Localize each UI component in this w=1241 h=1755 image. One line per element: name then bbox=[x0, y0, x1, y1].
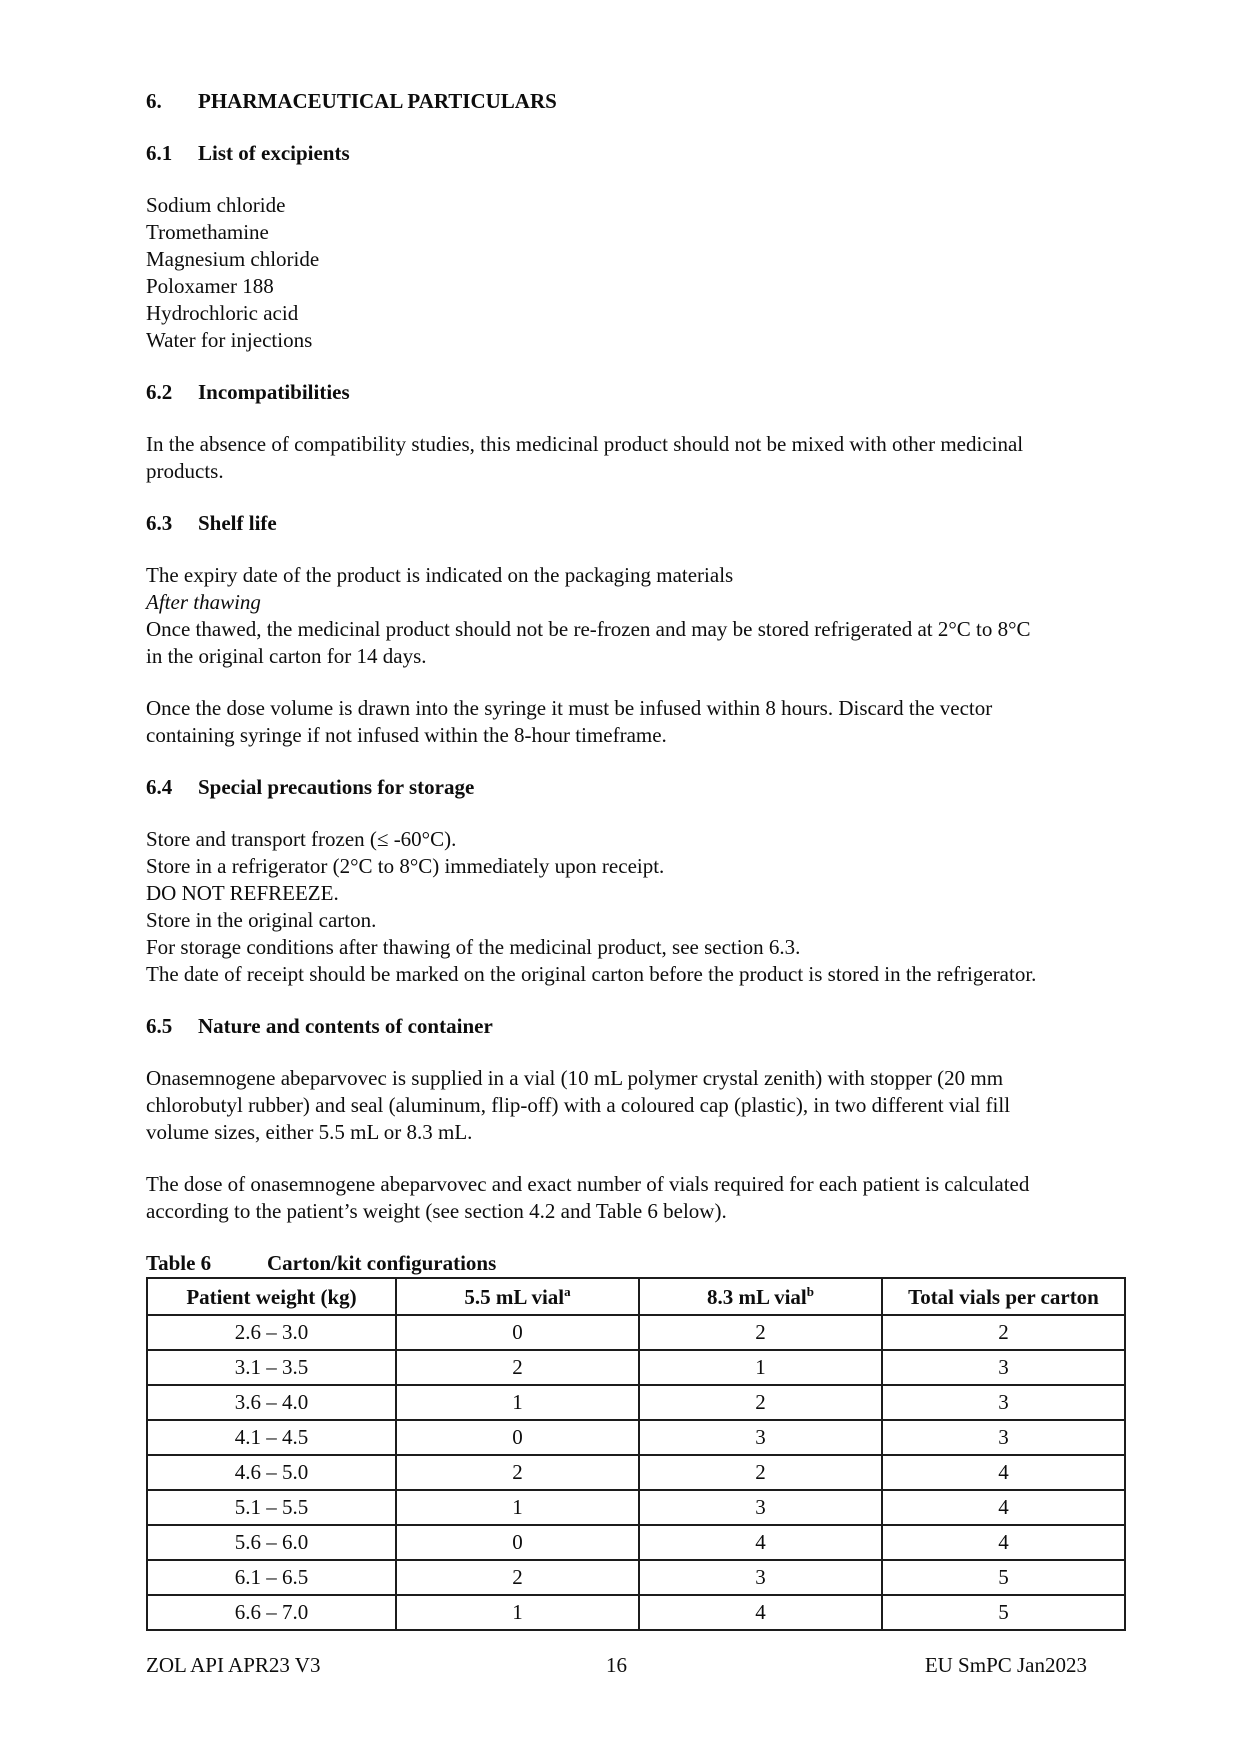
cell-small-vial: 1 bbox=[396, 1385, 639, 1420]
table-row bbox=[147, 1385, 1125, 1420]
excipient-line: Tromethamine bbox=[146, 220, 269, 244]
section-title: Special precautions for storage bbox=[198, 775, 475, 799]
shelf-life-paragraph bbox=[146, 562, 1126, 670]
table-caption-label: Table 6 bbox=[146, 1251, 212, 1275]
paragraph-line: The date of receipt should be marked on the original carton before the product is stored in the refrigerator. bbox=[146, 962, 1037, 986]
section-number: 6. bbox=[146, 89, 162, 113]
cell-large-vial: 3 bbox=[639, 1420, 882, 1455]
section-number: 6.1 bbox=[146, 141, 173, 165]
cell-total: 4 bbox=[882, 1525, 1125, 1560]
section-number: 6.3 bbox=[146, 511, 173, 535]
cell-large-vial: 2 bbox=[639, 1385, 882, 1420]
cell-small-vial: 0 bbox=[396, 1315, 639, 1350]
section-heading-6-3 bbox=[146, 510, 1126, 537]
cell-small-vial: 2 bbox=[396, 1350, 639, 1385]
carton-kit-configurations-table bbox=[146, 1277, 1126, 1631]
paragraph-line: Once thawed, the medicinal product should not be re-frozen and may be stored refrigerated at 2°C to 8°C bbox=[146, 617, 1031, 641]
cell-large-vial: 3 bbox=[639, 1490, 882, 1525]
section-heading-6-1 bbox=[146, 140, 1126, 167]
table-row bbox=[147, 1525, 1125, 1560]
cell-total: 5 bbox=[882, 1560, 1125, 1595]
paragraph-line: in the original carton for 14 days. bbox=[146, 644, 427, 668]
table-row bbox=[147, 1315, 1125, 1350]
excipient-line: Sodium chloride bbox=[146, 193, 286, 217]
excipients-list bbox=[146, 192, 1126, 354]
table-header-row bbox=[147, 1278, 1125, 1315]
cell-small-vial: 0 bbox=[396, 1420, 639, 1455]
section-heading-6 bbox=[146, 88, 1126, 115]
column-header-patient-weight: Patient weight (kg) bbox=[147, 1278, 396, 1315]
cell-weight: 6.1 – 6.5 bbox=[147, 1560, 396, 1595]
section-number: 6.4 bbox=[146, 775, 173, 799]
paragraph-line: Store in a refrigerator (2°C to 8°C) immediately upon receipt. bbox=[146, 854, 665, 878]
cell-large-vial: 2 bbox=[639, 1315, 882, 1350]
cell-total: 3 bbox=[882, 1420, 1125, 1455]
cell-large-vial: 2 bbox=[639, 1455, 882, 1490]
cell-weight: 5.1 – 5.5 bbox=[147, 1490, 396, 1525]
paragraph-line: Onasemnogene abeparvovec is supplied in a vial (10 mL polymer crystal zenith) with stopper (20 mm bbox=[146, 1066, 1004, 1090]
cell-small-vial: 0 bbox=[396, 1525, 639, 1560]
cell-small-vial: 1 bbox=[396, 1490, 639, 1525]
syringe-paragraph bbox=[146, 695, 1126, 749]
cell-weight: 3.6 – 4.0 bbox=[147, 1385, 396, 1420]
excipient-line: Poloxamer 188 bbox=[146, 274, 274, 298]
cell-small-vial: 2 bbox=[396, 1560, 639, 1595]
table-row bbox=[147, 1420, 1125, 1455]
section-heading-6-4 bbox=[146, 774, 1126, 801]
section-title: Nature and contents of container bbox=[198, 1014, 493, 1038]
cell-weight: 3.1 – 3.5 bbox=[147, 1350, 396, 1385]
section-title: List of excipients bbox=[198, 141, 350, 165]
paragraph-line: products. bbox=[146, 459, 224, 483]
container-paragraph-1 bbox=[146, 1065, 1126, 1146]
excipient-line: Water for injections bbox=[146, 328, 313, 352]
cell-weight: 2.6 – 3.0 bbox=[147, 1315, 396, 1350]
cell-weight: 4.1 – 4.5 bbox=[147, 1420, 396, 1455]
cell-total: 2 bbox=[882, 1315, 1125, 1350]
cell-large-vial: 4 bbox=[639, 1525, 882, 1560]
paragraph-line: In the absence of compatibility studies, this medicinal product should not be mixed with other medicinal bbox=[146, 432, 1024, 456]
table-row bbox=[147, 1560, 1125, 1595]
section-heading-6-2 bbox=[146, 379, 1126, 406]
footer-page-number: 16 bbox=[606, 1653, 627, 1677]
cell-total: 5 bbox=[882, 1595, 1125, 1630]
cell-weight: 6.6 – 7.0 bbox=[147, 1595, 396, 1630]
paragraph-line: volume sizes, either 5.5 mL or 8.3 mL. bbox=[146, 1120, 473, 1144]
paragraph-line: chlorobutyl rubber) and seal (aluminum, flip-off) with a coloured cap (plastic), in two different vial fill bbox=[146, 1093, 1011, 1117]
cell-small-vial: 2 bbox=[396, 1455, 639, 1490]
section-number: 6.5 bbox=[146, 1014, 173, 1038]
document-content bbox=[146, 0, 1126, 1631]
table-row bbox=[147, 1350, 1125, 1385]
cell-large-vial: 4 bbox=[639, 1595, 882, 1630]
cell-total: 3 bbox=[882, 1350, 1125, 1385]
cell-small-vial: 1 bbox=[396, 1595, 639, 1630]
paragraph-line: according to the patient’s weight (see section 4.2 and Table 6 below). bbox=[146, 1199, 727, 1223]
cell-total: 4 bbox=[882, 1490, 1125, 1525]
footer-version-label: EU SmPC Jan2023 bbox=[924, 1653, 1087, 1677]
cell-weight: 5.6 – 6.0 bbox=[147, 1525, 396, 1560]
paragraph-line: The expiry date of the product is indicated on the packaging materials bbox=[146, 563, 734, 587]
table-row bbox=[147, 1490, 1125, 1525]
footer-document-code: ZOL API APR23 V3 bbox=[146, 1653, 321, 1677]
section-heading-6-5 bbox=[146, 1013, 1126, 1040]
paragraph-line: The dose of onasemnogene abeparvovec and exact number of vials required for each patient is calculated bbox=[146, 1172, 1030, 1196]
column-header-total-vials: Total vials per carton bbox=[882, 1278, 1125, 1315]
section-number: 6.2 bbox=[146, 380, 173, 404]
table-row bbox=[147, 1455, 1125, 1490]
column-header-8-3ml-vial: 8.3 mL vial$^b$ bbox=[639, 1278, 882, 1315]
paragraph-line: containing syringe if not infused within the 8-hour timeframe. bbox=[146, 723, 667, 747]
table-row bbox=[147, 1595, 1125, 1630]
excipient-line: Magnesium chloride bbox=[146, 247, 320, 271]
cell-total: 4 bbox=[882, 1455, 1125, 1490]
paragraph-line: DO NOT REFREEZE. bbox=[146, 881, 339, 905]
section-title: Incompatibilities bbox=[198, 380, 350, 404]
cell-large-vial: 3 bbox=[639, 1560, 882, 1595]
table-caption bbox=[146, 1250, 1126, 1277]
cell-weight: 4.6 – 5.0 bbox=[147, 1455, 396, 1490]
paragraph-line: Store in the original carton. bbox=[146, 908, 377, 932]
table-caption-title: Carton/kit configurations bbox=[267, 1251, 497, 1275]
paragraph-line-italic: After thawing bbox=[146, 590, 261, 614]
incompatibilities-paragraph bbox=[146, 431, 1126, 485]
excipient-line: Hydrochloric acid bbox=[146, 301, 299, 325]
cell-large-vial: 1 bbox=[639, 1350, 882, 1385]
section-title: Shelf life bbox=[198, 511, 277, 535]
container-paragraph-2 bbox=[146, 1171, 1126, 1225]
paragraph-line: For storage conditions after thawing of the medicinal product, see section 6.3. bbox=[146, 935, 801, 959]
column-header-5-5ml-vial: 5.5 mL vial$^a$ bbox=[396, 1278, 639, 1315]
storage-paragraph bbox=[146, 826, 1126, 988]
cell-total: 3 bbox=[882, 1385, 1125, 1420]
section-title: PHARMACEUTICAL PARTICULARS bbox=[198, 89, 557, 113]
paragraph-line: Store and transport frozen (≤ -60°C). bbox=[146, 827, 457, 851]
paragraph-line: Once the dose volume is drawn into the syringe it must be infused within 8 hours. Discard the vector bbox=[146, 696, 993, 720]
